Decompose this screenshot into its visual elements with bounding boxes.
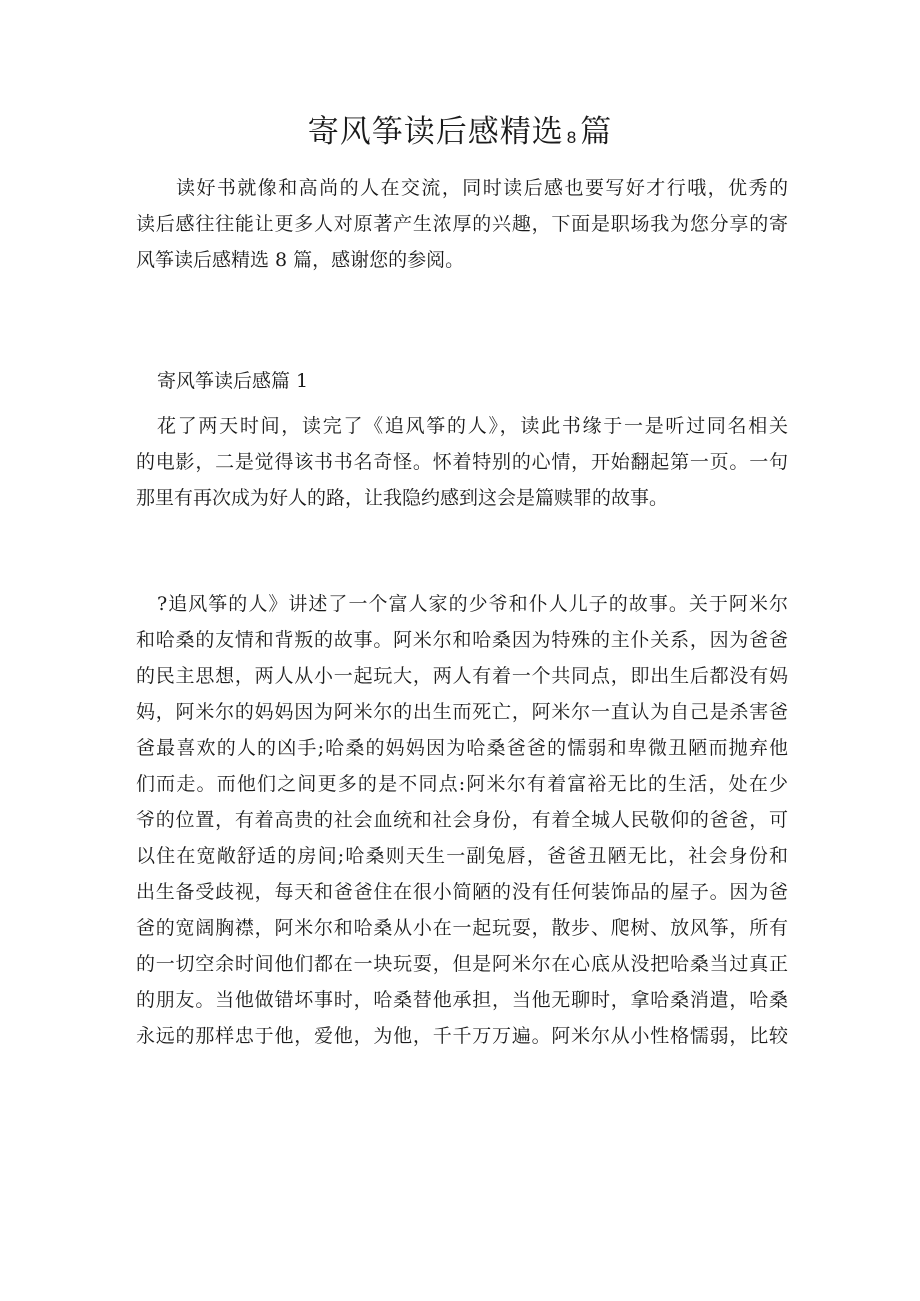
paragraph-line: 的朋友。当他做错坏事时，哈桑替他承担，当他无聊时，拿哈桑消遣，哈桑 [136, 989, 788, 1011]
body-paragraph-2 [136, 586, 788, 1054]
title-end: 篇 [580, 114, 613, 150]
paragraph-line: 永远的那样忠于他，爱他，为他，千千万万遍。阿米尔从小性格懦弱，比较 [136, 1025, 788, 1047]
intro-line: 读好书就像和高尚的人在交流，同时读后感也要写好才行哦，优秀的 [176, 177, 788, 199]
body-paragraph-1 [136, 408, 788, 516]
paragraph-line: 那里有再次成为好人的路，让我隐约感到这会是篇赎罪的故事。 [136, 487, 669, 509]
paragraph-line: 和哈桑的友情和背叛的故事。阿米尔和哈桑因为特殊的主仆关系，因为爸爸 [136, 629, 788, 651]
intro-line: 读后感往往能让更多人对原著产生浓厚的兴趣，下面是职场我为您分享的寄 [136, 213, 788, 235]
title-number: 8 [566, 128, 578, 147]
paragraph-line: 爸的宽阔胸襟，阿米尔和哈桑从小在一起玩耍，散步、爬树、放风筝，所有 [136, 917, 788, 939]
title-main: 寄风筝读后感精选 [307, 114, 564, 150]
intro-paragraph [136, 170, 788, 278]
paragraph-line: 出生备受歧视，每天和爸爸住在很小简陋的没有任何装饰品的屋子。因为爸 [136, 881, 788, 903]
paragraph-line: ?追风筝的人》讲述了一个富人家的少爷和仆人儿子的故事。关于阿米尔 [157, 593, 788, 615]
paragraph-line: 爷的位置，有着高贵的社会血统和社会身份，有着全城人民敬仰的爸爸，可 [136, 809, 788, 831]
page-title [0, 110, 920, 160]
paragraph-line: 妈，阿米尔的妈妈因为阿米尔的出生而死亡，阿米尔一直认为自己是杀害爸 [136, 701, 788, 723]
paragraph-line: 花了两天时间，读完了《追风筝的人》，读此书缘于一是听过同名相关 [157, 415, 788, 437]
intro-line: 风筝读后感精选 8 篇，感谢您的参阅。 [136, 249, 465, 271]
paragraph-line: 爸最喜欢的人的凶手;哈桑的妈妈因为哈桑爸爸的懦弱和卑微丑陋而抛弃他 [136, 737, 788, 759]
paragraph-line: 的电影，二是觉得该书书名奇怪。怀着特别的心情，开始翻起第一页。一句 [136, 451, 788, 473]
paragraph-line: 们而走。而他们之间更多的是不同点:阿米尔有着富裕无比的生活，处在少 [136, 773, 788, 795]
section-heading: 寄风筝读后感篇 1 [157, 370, 309, 392]
paragraph-line: 的民主思想，两人从小一起玩大，两人有着一个共同点，即出生后都没有妈 [136, 665, 788, 687]
paragraph-line: 的一切空余时间他们都在一块玩耍，但是阿米尔在心底从没把哈桑当过真正 [136, 953, 788, 975]
paragraph-line: 以住在宽敞舒适的房间;哈桑则天生一副兔唇，爸爸丑陋无比，社会身份和 [136, 845, 788, 867]
